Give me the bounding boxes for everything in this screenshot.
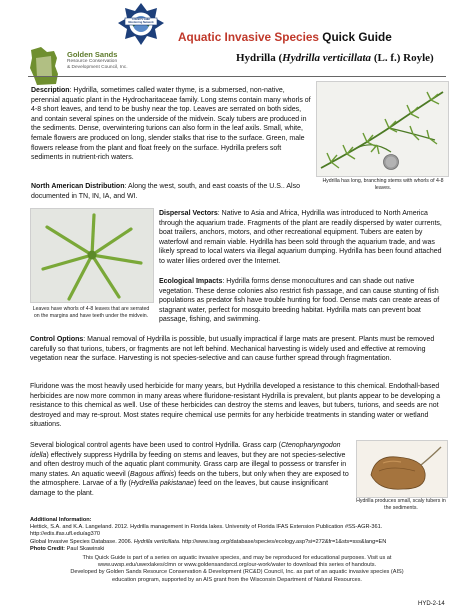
- footer-line-1: This Quick Guide is part of a series on aquatic invasive species, and may be reproduced for educational purposes. Visit us at: [82, 555, 392, 561]
- species-latin: Hydrilla verticillata: [282, 52, 372, 64]
- leaf-whorl-photo: [30, 208, 154, 303]
- hydrilla-stem-photo: [316, 81, 449, 177]
- distribution-label: North American Distribution: [31, 183, 125, 190]
- additional-info-label: Additional Information: [30, 517, 90, 523]
- tuber-photo-caption: Hydrilla produces small, scaly tubers in the sediments.: [356, 498, 446, 511]
- reference-2-a: Global Invasive Species Database. 2006.: [30, 538, 134, 545]
- page-footer: [30, 555, 444, 584]
- impacts-paragraph: [159, 277, 445, 325]
- biocontrol-text-d: ) feed on the leaves, but cause insignificant damage to the plant.: [30, 480, 329, 497]
- title-red: Aquatic Invasive Species: [178, 30, 319, 44]
- org-name: Golden Sands: [67, 50, 118, 59]
- vectors-paragraph: [159, 209, 445, 267]
- biocontrol-text-a: Several biological control agents have been used to control Hydrilla. Grass carp (: [30, 442, 281, 449]
- species-name: Hydrilla (Hydrilla verticillata (L. f.) Royle): [236, 52, 434, 64]
- org-sub1: Resource Conservation: [67, 59, 118, 64]
- page-title: [178, 30, 392, 44]
- header-divider: [28, 76, 446, 77]
- fly-latin: Hydrellia pakistanae: [130, 480, 194, 488]
- description-label: Description: [31, 87, 70, 94]
- reference-2: [30, 539, 448, 546]
- reference-2-b: . http://www.issg.org/database/species/ecology.asp?si=272&fr=1&sts=sss&lang=EN: [178, 538, 387, 545]
- additional-info-heading: [30, 517, 448, 524]
- title-black: Quick Guide: [322, 30, 392, 44]
- photo-credit-text: : Paul Skawinski: [63, 545, 105, 552]
- whorl-photo-caption: Leaves have whorls of 4-8 leaves that are serrated on the margins and have teeth under the midvein.: [32, 306, 150, 319]
- distribution-text: : Along the west, south, and east coasts of the U.S.. Also documented in TN, IN, IA, and WI.: [31, 183, 300, 200]
- additional-info: [30, 517, 448, 553]
- additional-info-sep: :: [89, 517, 92, 523]
- org-logo-text: [67, 50, 147, 71]
- species-author: (L. f.) Royle): [373, 52, 434, 64]
- control-label: Control Options: [30, 336, 84, 343]
- stem-photo-caption: Hydrilla has long, branching stems with whorls of 4-8 leaves.: [322, 178, 444, 191]
- herbicide-text: Fluridone was the most heavily used herbicide for many years, but Hydrilla developed a resistance to this chemical. Endothall-based herbicides are now more common in many areas where fluridone-resistant Hydrilla is prevalent, but plants appear to be developing a resistance to this chemical as well. Use of these herbicides can destroy the stems and leaves, but tubers, turions, and seeds are not destroyed and may re-sprout. Most states require chemical use permits for any herbicide treatments in standing water or wetland situations.: [30, 383, 441, 429]
- document-code: HYD-2-14: [418, 601, 445, 607]
- description-text: : Hydrilla, sometimes called water thyme, is a submersed, non-native, perennial aquatic plant in the Hydrocharitaceae family. Long stems contain many whorls of 4-8 short leaves, and tend to be bushy near the top. Leaves are serrated on both sides, and contain several spines on the underside of the midvein. Scaly tubers are produced in the sediments. Dense, overwintering turions can also form in the leaf axils. Small, white, female flowers are produced on long, slender stalks that rise to the surface. Green, male flowers release from the plant and float freely on the surface. Hydrilla prefers soft sediments in nutrient-rich waters.: [31, 87, 311, 162]
- photo-credit: [30, 546, 448, 553]
- weevil-latin: Bagous affinis: [130, 470, 174, 478]
- impacts-label: Ecological Impacts: [159, 278, 223, 285]
- reference-1: Hettick, S.A. and K.A. Langeland. 2012. Hydrilla management in Florida lakes. University of Florida IFAS Extension Publication #SS-AGR-361. http://edis.ifas.ufl.edu/ag370: [30, 524, 383, 538]
- species-common: Hydrilla: [236, 52, 276, 64]
- distribution-paragraph: [31, 182, 313, 201]
- grass-carp-latin: Ctenopharyngodon idella: [30, 442, 341, 459]
- control-paragraph: [30, 335, 448, 364]
- footer-line-4: education program, supported by an AIS grant from the Wisconsin Department of Natural Resources.: [112, 576, 362, 583]
- biocontrol-text-c: ) feeds on the tubers, but only when they are exposed to the atmosphere. Larvae of a fly (: [30, 470, 349, 488]
- description-paragraph: [31, 86, 312, 163]
- reference-2-species: Hydrilla verticillata: [133, 538, 179, 545]
- wisconsin-map-logo: [27, 44, 61, 88]
- vectors-label: Dispersal Vectors: [159, 210, 218, 217]
- biocontrol-paragraph: [30, 441, 350, 499]
- biocontrol-text-b: ) effectively suppress Hydrilla by feeding on stems and leaves, but they are not species-selective and often destroy much of the aquatic plant community. Grass carp are illegal to possess or transfer in many states. An aquatic weevil (: [30, 451, 347, 478]
- impacts-text: : Hydrilla forms dense monocultures and can shade out native vegetation. These dense colonies also restrict fish passage, and can cause stunting of fish populations as predator fish have trouble hunting for food. Dense mats can create areas of stagnant water, perfect for mosquito breeding habitat. Hydrilla mats can prevent boat passage, fishing, and swimming.: [159, 278, 440, 324]
- herbicide-paragraph: [30, 382, 448, 430]
- org-sub2: & Development Council, Inc.: [67, 65, 128, 70]
- footer-line-2: www.uwsp.edu/uwexlakes/clmn or www.goldensandsrcd.org/our-work/water to download this series of handouts.: [97, 562, 377, 569]
- tuber-photo: [356, 440, 448, 498]
- photo-credit-label: Photo Credit: [30, 545, 64, 552]
- vectors-text: : Native to Asia and Africa, Hydrilla was introduced to North America through the aquarium trade. Fragments of the plant are readily dispersed by water currents, boat trailers, anchors, motors, and other recreational equipment. Tubers are eaten by waterfowl and remain viable. Hydrilla has been sold through the aquarium trade, and was likely spread to local waters via illegal aquarium dumping. Hydrilla has been found attached to water lilies ordered over the Internet.: [159, 210, 442, 265]
- clmn-badge-logo: [117, 2, 165, 46]
- control-text: : Manual removal of Hydrilla is possible, but usually impractical if large mats are present. Plants must be removed carefully so that turions, tubers, or fragments are not left behind. Mechanical harvesting is widely used and effective at removing vegetation near the surface. Harvesting is not species-selective and can cause further spread through fragmentation.: [30, 336, 435, 363]
- badge-text: Citizen's Lake Monitoring Network: [128, 18, 154, 25]
- footer-line-3: Developed by Golden Sands Resource Conservation & Development (RC&D) Council, Inc. as part of an aquatic invasive species (AIS): [70, 569, 404, 576]
